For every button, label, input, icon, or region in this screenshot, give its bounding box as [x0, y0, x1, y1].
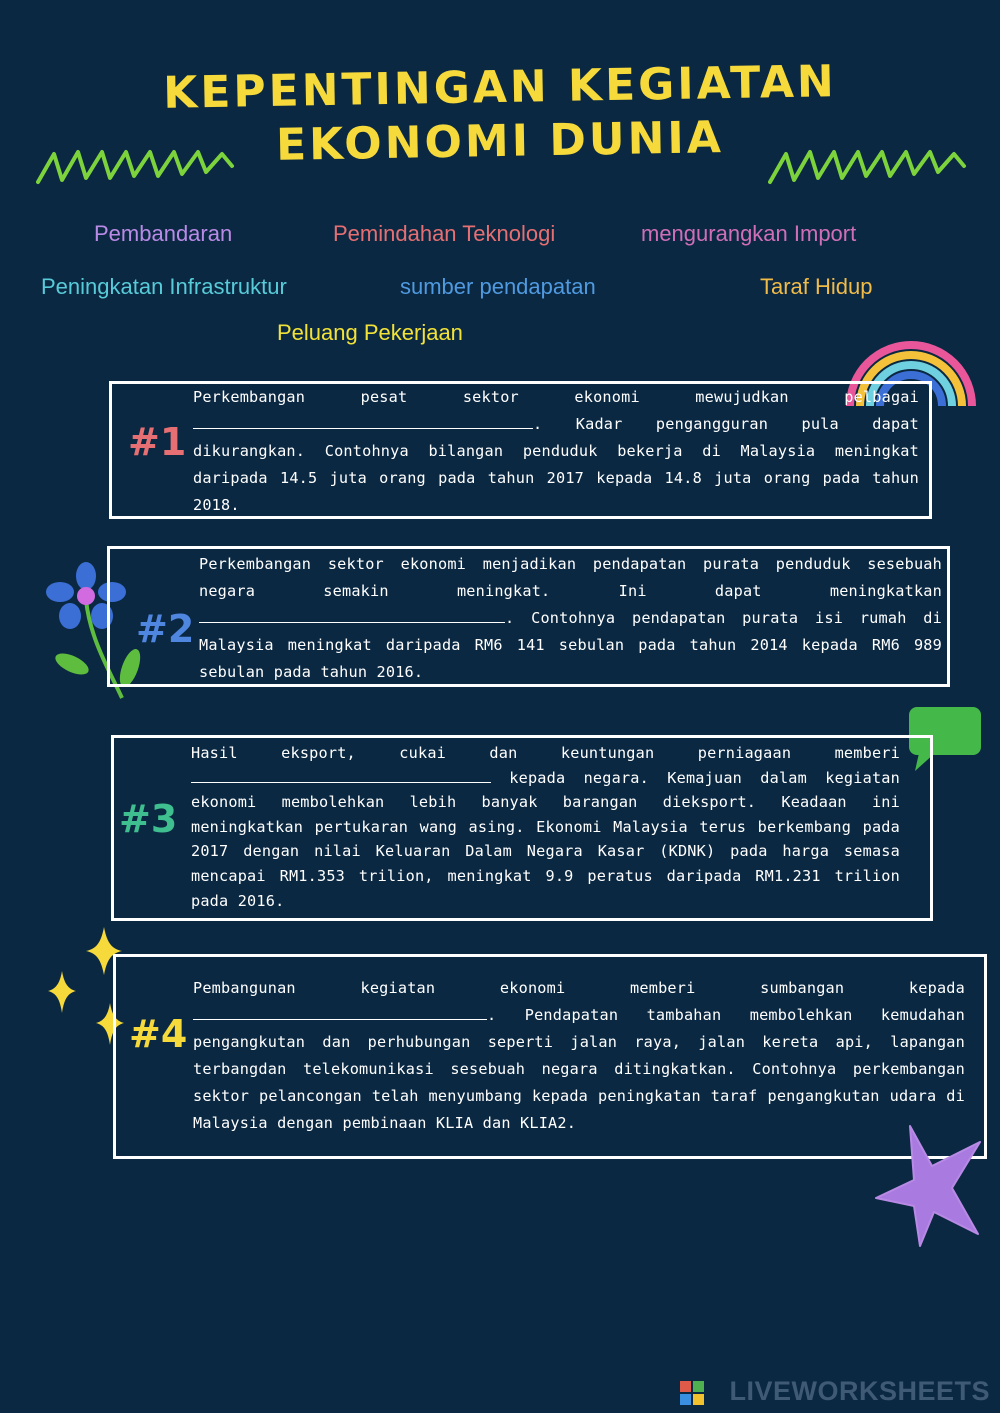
- question-text-4-after: . Pendapatan tambahan membolehkan kemudahan pengangkutan dan perhubungan seperti jalan raya, jalan kereta api, lapangan terbangdan telekomunikasi sesebuah negara ditingkatkan. Contohnya perkembangan sektor pelancongan telah menyumbang kepada peningkatan taraf pengangkutan udara di Malaysia dengan pembinaan KLIA dan KLIA2.: [193, 1006, 965, 1132]
- question-text-4: [193, 975, 965, 1137]
- question-number-3: #3: [119, 797, 178, 841]
- question-text-2-after: . Contohnya pendapatan purata isi rumah di Malaysia meningkat daripada RM6 141 sebulan pada tahun 2014 kepada RM6 989 sebulan pada tahun 2016.: [199, 609, 942, 681]
- answer-blank-4[interactable]: [193, 1003, 487, 1020]
- answer-blank-2[interactable]: [199, 606, 505, 623]
- question-text-2-before: Perkembangan sektor ekonomi menjadikan pendapatan purata penduduk sesebuah negara semakin meningkat. Ini dapat meningkatkan: [199, 555, 942, 600]
- answer-blank-3[interactable]: [191, 766, 491, 783]
- word-bank-pemindahan-teknologi[interactable]: Pemindahan Teknologi: [333, 221, 556, 246]
- question-text-1-before: Perkembangan pesat sektor ekonomi mewujudkan pelbagai: [193, 388, 919, 406]
- liveworksheets-logo-icon: [680, 1381, 704, 1405]
- question-number-2: #2: [136, 607, 195, 651]
- word-bank-taraf-hidup[interactable]: Taraf Hidup: [760, 274, 873, 299]
- star-icon: [870, 1122, 988, 1248]
- page-title-line-2: EKONOMI DUNIA: [275, 112, 725, 171]
- zigzag-left-icon: [36, 140, 236, 190]
- answer-blank-1[interactable]: [193, 412, 533, 429]
- liveworksheets-watermark: LIVEWORKSHEETS: [729, 1376, 990, 1406]
- question-number-1: #1: [128, 420, 187, 464]
- word-bank-peluang-pekerjaan[interactable]: Peluang Pekerjaan: [277, 320, 463, 345]
- word-bank-sumber-pendapatan[interactable]: sumber pendapatan: [400, 274, 596, 299]
- question-text-3-before: Hasil eksport, cukai dan keuntungan perniagaan memberi: [191, 744, 900, 762]
- question-text-4-before: Pembangunan kegiatan ekonomi memberi sumbangan kepada: [193, 979, 965, 997]
- word-bank-pembandaran[interactable]: Pembandaran: [94, 221, 233, 246]
- question-text-1: [193, 384, 919, 519]
- question-text-3-after: kepada negara. Kemajuan dalam kegiatan ekonomi membolehkan lebih banyak barangan dieksport. Keadaan ini meningkatkan pertukaran wang asing. Ekonomi Malaysia terus berkembang pada 2017 dengan nilai Keluaran Dalam Negara Kasar (KDNK) pada harga semasa mencapai RM1.353 trilion, meningkat 9.9 peratus daripada RM1.231 trilion pada 2016.: [191, 768, 900, 910]
- zigzag-right-icon: [768, 140, 968, 190]
- question-text-3: [191, 741, 900, 913]
- word-bank-peningkatan-infrastruktur[interactable]: Peningkatan Infrastruktur: [41, 274, 287, 299]
- page-title-line-1: KEPENTINGAN KEGIATAN: [162, 56, 838, 119]
- word-bank-mengurangkan-import[interactable]: mengurangkan Import: [641, 221, 857, 246]
- question-number-4: #4: [129, 1012, 188, 1056]
- question-text-1-after: . Kadar pengangguran pula dapat dikurangkan. Contohnya bilangan penduduk bekerja di Malaysia meningkat daripada 14.5 juta orang pada tahun 2017 kepada 14.8 juta orang pada tahun 2018.: [193, 415, 919, 514]
- question-text-2: [199, 551, 942, 686]
